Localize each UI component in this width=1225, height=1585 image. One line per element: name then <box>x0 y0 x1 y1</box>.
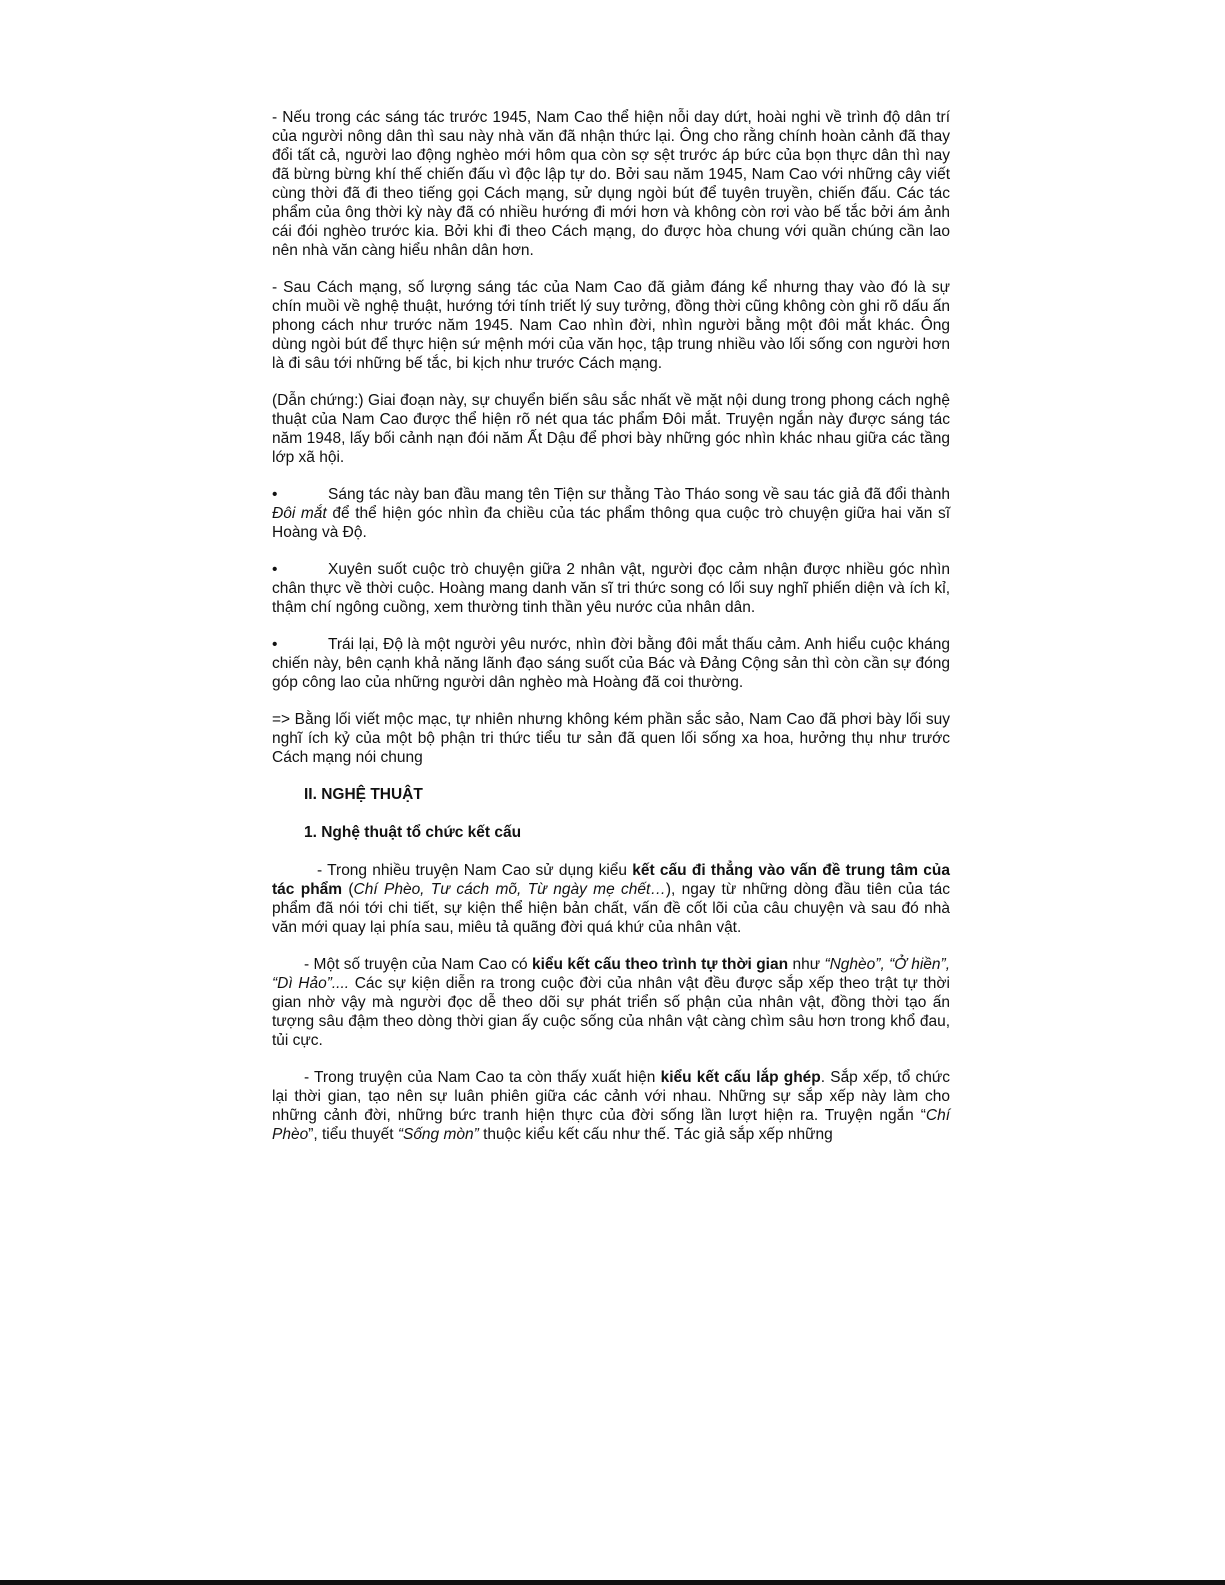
bullet-icon: • <box>272 636 278 653</box>
paragraph-post-1945-awareness: - Nếu trong các sáng tác trước 1945, Nam Cao thể hiện nỗi day dứt, hoài nghi về trình độ dân trí của người nông dân thì sau này nhà văn đã nhận thức lại. Ông cho rằng chính hoàn cảnh đã thay đổi tất cả, người lao động nghèo mới hôm qua còn sợ sệt trước áp bức của bọn thực dân thì nay đã bừng bừng khí thế chiến đấu vì độc lập tự do. Bởi sau năm 1945, Nam Cao với những cây viết cùng thời đã đi theo tiếng gọi Cách mạng, sử dụng ngòi bút để tuyên truyền, chiến đấu. Các tác phẩm của ông thời kỳ này đã có nhiều hướng đi mới hơn và không còn rơi vào bế tắc bởi ám ảnh cái đói nghèo trước kia. Bởi khi đi theo Cách mạng, do được hòa chung với quần chúng cần lao nên nhà văn càng hiểu nhân dân hơn. <box>272 109 950 259</box>
paragraph-after-revolution: - Sau Cách mạng, số lượng sáng tác của Nam Cao đã giảm đáng kể nhưng thay vào đó là sự chín muồi về nghệ thuật, hướng tới tính triết lý suy tưởng, đồng thời cũng không còn ghi rõ dấu ấn phong cách như trước năm 1945. Nam Cao nhìn đời, nhìn người bằng một đôi mắt khác. Ông dùng ngòi bút để thực hiện sứ mệnh mới của văn học, tập trung nhiều vào lối sống con người hơn là đi sâu tới những bế tắc, bi kịch như trước Cách mạng. <box>272 279 950 372</box>
text-run: - Trong nhiều truyện Nam Cao sử dụng kiểu <box>317 862 633 879</box>
text-run: ”, tiểu thuyết <box>308 1126 398 1143</box>
text-run: - Trong truyện của Nam Cao ta còn thấy xuất hiện <box>304 1069 661 1086</box>
italic-titles: “Nghèo”, “Ở hiền”, “Dì Hảo”.... <box>272 956 951 992</box>
section-heading: II. NGHỆ THUẬT <box>304 786 423 803</box>
italic-title: “Sống mòn” <box>397 1126 479 1143</box>
text-run: - Một số truyện của Nam Cao có <box>304 956 532 973</box>
text-run: . Sắp xếp, tổ chức lại thời gian, tạo nên sự luân phiên giữa các cảnh với nhau. Những sự sắp xếp này làm cho những cảnh đời, những bức tranh hiện thực của đời sống lần lượt hiện ra. Truyện ngắn “ <box>272 1069 950 1124</box>
bullet-text: để thể hiện góc nhìn đa chiều của tác phẩm thông qua cuộc trò chuyện giữa hai văn sĩ Hoàng và Độ. <box>272 505 950 541</box>
bold-term: kết cấu đi thẳng vào vấn đề trung tâm của tác phẩm <box>272 862 950 898</box>
bullet-item-conversation <box>272 560 950 617</box>
bullet-item-title-change <box>272 485 950 542</box>
text-run: Các sự kiện diễn ra trong cuộc đời của nhân vật đều được sắp xếp theo trật tự thời gian nhờ vậy mà người đọc dễ theo dõi sự phát triển số phận của nhân vật, đồng thời tạo ấn tượng sâu đậm theo dòng thời gian ấy cuộc sống của nhân vật càng chìm sâu hơn trong khổ đau, tủi cực. <box>272 975 951 1049</box>
bold-term: kiểu kết cấu lắp ghép <box>660 1069 821 1086</box>
italic-titles: Chí Phèo, Tư cách mõ, Từ ngày mẹ chết… <box>353 881 666 898</box>
text-run: thuộc kiểu kết cấu như thế. Tác giả sắp xếp những <box>478 1126 833 1143</box>
document-page <box>272 108 950 1162</box>
paragraph-chronological-structure <box>272 955 950 1050</box>
bullet-text: Xuyên suốt cuộc trò chuyện giữa 2 nhân vật, người đọc cảm nhận được nhiều góc nhìn chân thực về thời cuộc. Hoàng mang danh văn sĩ tri thức song có lối suy nghĩ phiến diện và ích kỉ, thậm chí ngông cuồng, xem thường tinh thần yêu nước của nhân dân. <box>272 561 950 616</box>
paragraph-conclusion: => Bằng lối viết mộc mạc, tự nhiên nhưng không kém phần sắc sảo, Nam Cao đã phơi bày lối suy nghĩ ích kỷ của một bộ phận tri thức tiểu tư sản đã quen lối sống xa hoa, hưởng thụ như trước Cách mạng nói chung <box>272 711 950 766</box>
italic-title: Chí Phèo <box>272 1107 950 1143</box>
page-bottom-border <box>0 1580 1225 1585</box>
text-run: ), ngay từ những dòng đầu tiên của tác phẩm đã nói tới chi tiết, sự kiện thể hiện bản chất, vấn đề cốt lõi của câu chuyện và sau đó nhà văn mới quay lại phía sau, miêu tả quãng đời quá khứ của nhân vật. <box>272 881 950 936</box>
paragraph-montage-structure <box>272 1068 950 1144</box>
text-run: ( <box>342 881 354 898</box>
paragraph-evidence: (Dẫn chứng:) Giai đoạn này, sự chuyển biến sâu sắc nhất về mặt nội dung trong phong cách nghệ thuật của Nam Cao được thể hiện rõ nét qua tác phẩm Đôi mắt. Truyện ngắn này được sáng tác năm 1948, lấy bối cảnh nạn đói năm Ất Dậu để phơi bày những góc nhìn khác nhau giữa các tầng lớp xã hội. <box>272 392 950 466</box>
bullet-text: Trái lại, Độ là một người yêu nước, nhìn đời bằng đôi mắt thấu cảm. Anh hiểu cuộc kháng chiến này, bên cạnh khả năng lãnh đạo sáng suốt của Bác và Đảng Cộng sản thì còn cần sự đóng góp công lao của những người dân nghèo mà Hoàng đã coi thường. <box>272 636 950 691</box>
paragraph-direct-structure <box>272 861 950 937</box>
bold-term: kiểu kết cấu theo trình tự thời gian <box>531 956 789 973</box>
bullet-text: Sáng tác này ban đầu mang tên Tiện sư thằng Tào Tháo song về sau tác giả đã đổi thành <box>328 486 950 503</box>
subsection-heading: 1. Nghệ thuật tổ chức kết cấu <box>304 824 522 841</box>
italic-title: Đôi mắt <box>272 505 327 522</box>
text-run: như <box>788 956 825 973</box>
bullet-icon: • <box>272 561 278 578</box>
bullet-item-do-character <box>272 635 950 692</box>
bullet-icon: • <box>272 486 278 503</box>
